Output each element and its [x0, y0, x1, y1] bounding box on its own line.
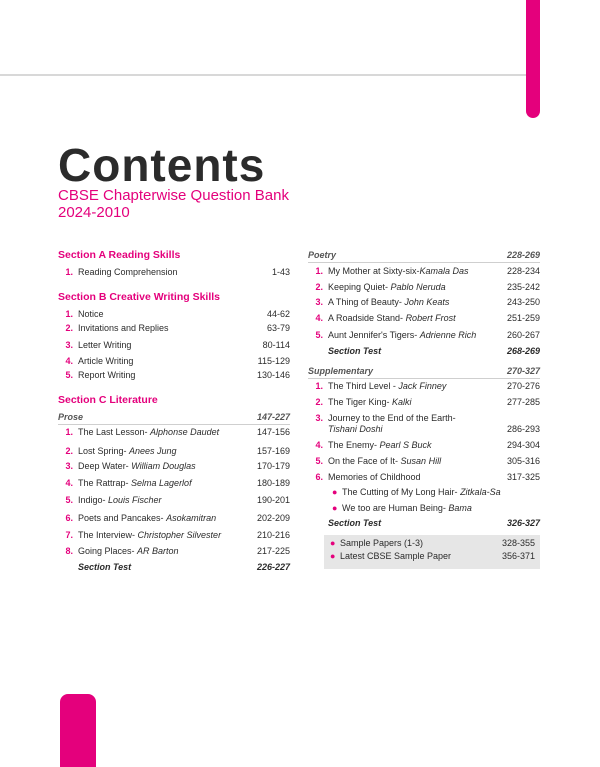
entry-author: Alphonse Daudet: [150, 427, 220, 437]
entry-author: Pablo Neruda: [390, 282, 446, 292]
entry-title: On the Face of It-: [328, 456, 401, 466]
entry-pages: 63-79: [266, 323, 290, 333]
list-item[interactable]: [308, 487, 540, 499]
section-test-label: Section Test: [78, 562, 132, 572]
sample-papers-box: [324, 535, 540, 569]
entry-title: Aunt Jennifer's Tigers-: [328, 330, 420, 340]
entry-pages: 210-216: [256, 530, 290, 540]
entry-author: Jack Finney: [398, 381, 447, 391]
entry-pages: 228-234: [506, 266, 540, 276]
entry-pages: 157-169: [256, 446, 290, 456]
entry-pages: 251-259: [506, 313, 540, 323]
entry-number: 1.: [65, 427, 73, 437]
entry-title: A Thing of Beauty-: [328, 297, 405, 307]
book-years: 2024-2010: [58, 204, 130, 221]
entry-title: Report Writing: [78, 370, 136, 380]
toc-entry[interactable]: [308, 472, 540, 484]
toc-entry[interactable]: [308, 413, 540, 437]
header-rule: [0, 74, 530, 76]
entry-number: 3.: [315, 297, 323, 307]
toc-entry[interactable]: [58, 427, 290, 439]
entry-author: Asokamitran: [166, 513, 217, 523]
entry-title: The Cutting of My Long Hair-: [342, 487, 461, 497]
section-c-heading: Section C Literature: [58, 394, 158, 406]
bullet-icon: ●: [332, 503, 338, 513]
toc-entry[interactable]: [58, 370, 290, 382]
entry-title: Memories of Childhood: [328, 472, 421, 482]
entry-number: 8.: [65, 546, 73, 556]
subheading-rule: [308, 262, 540, 263]
toc-entry[interactable]: [308, 330, 540, 342]
toc-entry[interactable]: [58, 340, 290, 352]
entry-title: A Roadside Stand-: [328, 313, 406, 323]
entry-author: Selma Lagerlof: [131, 478, 192, 488]
entry-pages: 356-371: [501, 551, 535, 561]
supplementary-pages: 270-327: [506, 366, 540, 376]
entry-number: 4.: [65, 356, 73, 366]
toc-entry[interactable]: [308, 266, 540, 278]
entry-author: Kalki: [392, 397, 412, 407]
entry-number: 7.: [65, 530, 73, 540]
section-test-label: Section Test: [328, 518, 382, 528]
toc-entry[interactable]: [308, 397, 540, 409]
entry-pages: 115-129: [257, 356, 290, 366]
entry-pages: 80-114: [262, 340, 290, 350]
entry-title: Lost Spring-: [78, 446, 130, 456]
poetry-label: Poetry: [308, 250, 337, 260]
entry-number: 2.: [315, 282, 323, 292]
entry-title: Keeping Quiet-: [328, 282, 391, 292]
supplementary-label: Supplementary: [308, 366, 374, 376]
entry-pages: 130-146: [256, 370, 290, 380]
entry-pages: 217-225: [256, 546, 290, 556]
page-title: Contents: [58, 139, 266, 191]
entry-pages: 1-43: [271, 267, 290, 277]
entry-pages: 277-285: [506, 397, 540, 407]
entry-pages: 190-201: [256, 495, 290, 505]
toc-entry[interactable]: [308, 381, 540, 393]
pink-tab-decoration: [526, 0, 540, 118]
entry-number: 6.: [65, 513, 73, 523]
page-top-band: [0, 0, 600, 74]
entry-author: Adrienne Rich: [419, 330, 477, 340]
entry-author: Louis Fischer: [108, 495, 162, 505]
entry-number: 5.: [315, 330, 323, 340]
pink-tab-decoration-bottom: [60, 694, 96, 767]
entry-number: 3.: [65, 340, 73, 350]
entry-number: 2.: [65, 323, 73, 333]
book-title: CBSE Chapterwise Question Bank: [58, 187, 289, 204]
toc-entry[interactable]: [58, 309, 290, 321]
entry-title: Invitations and Replies: [78, 323, 169, 333]
toc-entry[interactable]: [58, 461, 290, 473]
entry-author: Kamala Das: [419, 266, 469, 276]
entry-title: Reading Comprehension: [78, 267, 178, 277]
entry-number: 4.: [315, 440, 323, 450]
entry-title: The Interview-: [78, 530, 138, 540]
entry-pages: 202-209: [256, 513, 290, 523]
entry-pages: 243-250: [506, 297, 540, 307]
entry-number: 2.: [65, 446, 73, 456]
entry-number: 2.: [315, 397, 323, 407]
entry-pages: 260-267: [506, 330, 540, 340]
bullet-icon: ●: [330, 538, 336, 548]
entry-author: William Douglas: [131, 461, 196, 471]
prose-subheading: [58, 412, 290, 423]
entry-pages: 294-304: [506, 440, 540, 450]
entry-author: John Keats: [404, 297, 450, 307]
entry-pages: 328-355: [501, 538, 535, 548]
entry-author: Robert Frost: [405, 313, 456, 323]
toc-entry[interactable]: [58, 267, 290, 279]
entry-pages: 235-242: [506, 282, 540, 292]
toc-entry[interactable]: [308, 440, 540, 452]
entry-title: The Rattrap-: [78, 478, 132, 488]
section-test-pages: 268-269: [506, 346, 540, 356]
entry-author: Bama: [448, 503, 472, 513]
entry-number: 1.: [65, 309, 73, 319]
toc-entry[interactable]: [58, 356, 290, 368]
toc-entry[interactable]: [308, 282, 540, 294]
poetry-pages: 228-269: [506, 250, 540, 260]
toc-entry[interactable]: [58, 323, 290, 335]
entry-number: 5.: [65, 370, 73, 380]
toc-entry[interactable]: [58, 513, 290, 525]
section-test-pages: 326-327: [506, 518, 540, 528]
entry-title: Journey to the End of the Earth-: [328, 413, 456, 423]
entry-pages: 180-189: [256, 478, 290, 488]
entry-pages: 270-276: [506, 381, 540, 391]
section-a-heading: Section A Reading Skills: [58, 249, 181, 261]
entry-pages: 44-62: [266, 309, 290, 319]
toc-entry[interactable]: [58, 530, 290, 542]
entry-author: Christopher Silvester: [137, 530, 222, 540]
entry-number: 1.: [315, 381, 323, 391]
entry-pages: 286-293: [506, 424, 540, 434]
entry-title: Deep Water-: [78, 461, 132, 471]
entry-author: Zitkala-Sa: [460, 487, 501, 497]
entry-title: We too are Human Being-: [342, 503, 449, 513]
section-test-pages: 226-227: [256, 562, 290, 572]
toc-entry[interactable]: [58, 478, 290, 490]
bullet-icon: ●: [330, 551, 336, 561]
poetry-subheading: [308, 250, 540, 261]
entry-title: Notice: [78, 309, 104, 319]
entry-author: Pearl S Buck: [379, 440, 432, 450]
entry-number: 4.: [315, 313, 323, 323]
entry-pages: 317-325: [506, 472, 540, 482]
entry-title: Letter Writing: [78, 340, 132, 350]
toc-entry[interactable]: [58, 446, 290, 458]
list-item[interactable]: [324, 538, 540, 550]
entry-title: The Tiger King-: [328, 397, 393, 407]
section-test-label: Section Test: [328, 346, 382, 356]
entry-number: 1.: [65, 267, 73, 277]
entry-title: The Enemy-: [328, 440, 380, 450]
entry-title: Article Writing: [78, 356, 134, 366]
entry-number: 3.: [315, 413, 323, 423]
entry-title: My Mother at Sixty-six-: [328, 266, 420, 276]
entry-number: 4.: [65, 478, 73, 488]
entry-number: 6.: [315, 472, 323, 482]
entry-number: 5.: [315, 456, 323, 466]
entry-title: The Last Lesson-: [78, 427, 151, 437]
entry-title: Going Places-: [78, 546, 138, 556]
subheading-rule: [58, 424, 290, 425]
prose-pages: 147-227: [256, 412, 290, 422]
prose-label: Prose: [58, 412, 84, 422]
toc-entry[interactable]: [308, 456, 540, 468]
entry-title: Poets and Pancakes-: [78, 513, 167, 523]
section-b-heading: Section B Creative Writing Skills: [58, 291, 221, 303]
entry-title: Latest CBSE Sample Paper: [340, 551, 452, 561]
entry-author: Tishani Doshi: [328, 424, 383, 434]
entry-pages: 305-316: [506, 456, 540, 466]
toc-entry[interactable]: [58, 495, 290, 507]
entry-author: Susan Hill: [400, 456, 442, 466]
toc-entry[interactable]: [308, 313, 540, 325]
entry-author: Anees Jung: [129, 446, 177, 456]
toc-entry[interactable]: [308, 297, 540, 309]
entry-pages: 147-156: [256, 427, 290, 437]
bullet-icon: ●: [332, 487, 338, 497]
entry-title: The Third Level -: [328, 381, 399, 391]
entry-number: 5.: [65, 495, 73, 505]
list-item[interactable]: [324, 551, 540, 563]
list-item[interactable]: [308, 503, 540, 515]
supplementary-subheading: [308, 366, 540, 377]
entry-number: 1.: [315, 266, 323, 276]
entry-number: 3.: [65, 461, 73, 471]
entry-title: Indigo-: [78, 495, 109, 505]
entry-title: Sample Papers (1-3): [340, 538, 424, 548]
entry-author: AR Barton: [137, 546, 179, 556]
subheading-rule: [308, 378, 540, 379]
entry-pages: 170-179: [256, 461, 290, 471]
toc-entry[interactable]: [58, 546, 290, 558]
